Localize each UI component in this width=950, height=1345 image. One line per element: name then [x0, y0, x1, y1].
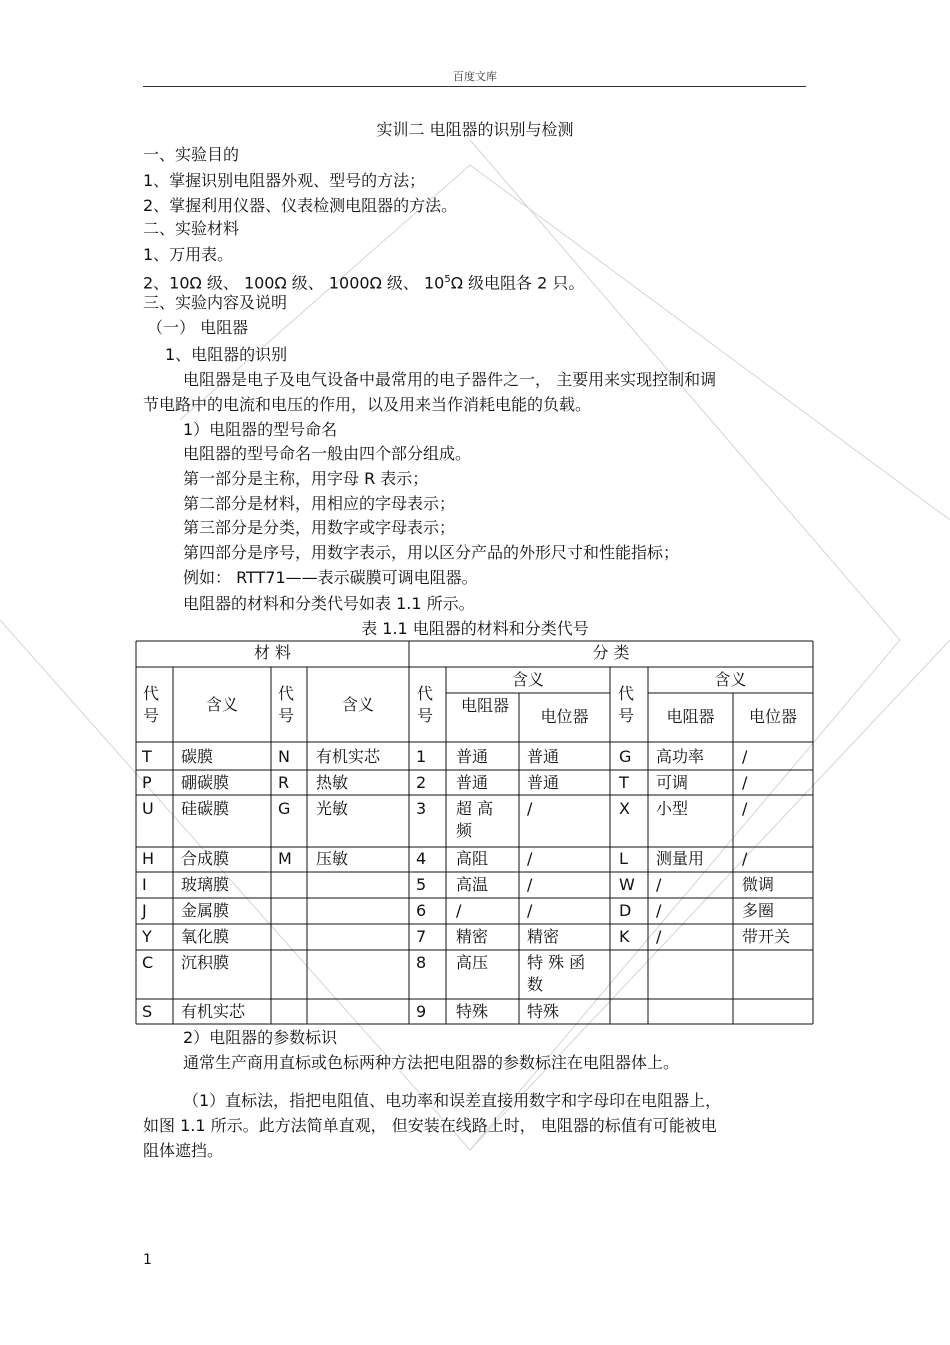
table-cell: R: [278, 773, 290, 792]
header-meaning: 含义: [341, 695, 374, 714]
table-cell: 2: [416, 773, 427, 792]
subsection-heading: 1）电阻器的型号命名: [183, 420, 338, 439]
table-cell: 3: [416, 799, 427, 818]
table-cell: 有机实芯: [181, 1002, 246, 1021]
table-cell: Y: [142, 927, 152, 946]
paragraph-line: 电阻器是电子及电气设备中最常用的电子器件之一， 主要用来实现控制和调: [183, 370, 717, 389]
table-cell: /: [527, 901, 533, 920]
doc-title: 实训二 电阻器的识别与检测: [376, 120, 574, 139]
table-cell: 沉积膜: [181, 953, 230, 972]
table-cell: 普通: [456, 773, 489, 792]
table-cell: /: [742, 773, 748, 792]
paragraph-line: 如图 1.1 所示。此方法简单直观， 但安装在线路上时， 电阻器的标值有可能被电: [143, 1116, 717, 1135]
section-heading: 三、实验内容及说明: [143, 293, 288, 312]
text-line: 第二部分是材料，用相应的字母表示；: [183, 494, 456, 513]
table-cell: /: [656, 927, 662, 946]
table-cell: M: [278, 849, 292, 868]
table-cell: 7: [416, 927, 427, 946]
table-cell: /: [742, 849, 748, 868]
header-meaning: 含义: [714, 670, 747, 689]
text-line: 1、掌握识别电阻器外观、型号的方法；: [143, 171, 426, 190]
table-cell: D: [619, 901, 632, 920]
table-cell: L: [619, 849, 628, 868]
table-cell: 可调: [656, 773, 689, 792]
table-cell: 普通: [456, 747, 489, 766]
text-line: 例如： RTT71——表示碳膜可调电阻器。: [183, 568, 478, 587]
table-cell: 超 高 频: [456, 799, 494, 840]
table-cell: 精密: [456, 927, 489, 946]
table-cell: 玻璃膜: [181, 875, 230, 894]
table-cell: 有机实芯: [316, 747, 381, 766]
table-cell: 6: [416, 901, 427, 920]
table-cell: /: [527, 799, 533, 818]
table-cell: H: [142, 849, 155, 868]
table-cell: 高功率: [656, 747, 705, 766]
header-code: 代号: [417, 684, 434, 725]
table-cell: N: [278, 747, 290, 766]
table-cell: 普通: [527, 747, 560, 766]
paragraph-line: 阻体遮挡。: [143, 1141, 224, 1160]
header-resistor: 电阻器: [666, 707, 715, 726]
table-cell: /: [742, 799, 748, 818]
table-cell: /: [527, 849, 533, 868]
table-cell: U: [142, 799, 154, 818]
header-code: 代号: [278, 684, 295, 725]
text-line: 第一部分是主称，用字母 R 表示；: [183, 469, 429, 488]
table-cell: 特殊: [527, 1002, 560, 1021]
header-meaning: 含义: [205, 695, 238, 714]
text-line: 1、万用表。: [143, 245, 234, 264]
table-cell: 测量用: [656, 849, 705, 868]
table-cell: 特殊: [456, 1002, 489, 1021]
table-cell: /: [527, 875, 533, 894]
subsection-heading: 1、电阻器的识别: [165, 345, 288, 364]
table-cell: P: [142, 773, 152, 792]
table-cell: C: [142, 953, 154, 972]
table-cell: S: [142, 1002, 153, 1021]
table-cell: 普通: [527, 773, 560, 792]
header-resistor: 电阻器: [460, 696, 509, 715]
header-code: 代号: [618, 684, 635, 725]
paragraph-line: 节电路中的电流和电压的作用，以及用来当作消耗电能的负载。: [143, 395, 592, 414]
text-line: 电阻器的材料和分类代号如表 1.1 所示。: [183, 594, 475, 613]
table-cell: 微调: [742, 875, 775, 894]
table-cell: /: [456, 901, 462, 920]
table-cell: 小型: [656, 799, 689, 818]
table-cell: 4: [416, 849, 427, 868]
section-heading: 一、实验目的: [143, 145, 240, 164]
header-material: 材 料: [253, 643, 292, 662]
table-cell: 高温: [456, 875, 489, 894]
table-cell: 压敏: [316, 849, 349, 868]
text-line: 第三部分是分类，用数字或字母表示；: [183, 518, 456, 537]
table-cell: X: [619, 799, 630, 818]
table-cell: J: [142, 901, 147, 920]
table-cell: W: [619, 875, 635, 894]
header-class: 分 类: [592, 643, 630, 662]
table-cell: G: [278, 799, 291, 818]
table-cell: I: [142, 875, 147, 894]
materials-line: 2、10Ω 级、 100Ω 级、 1000Ω 级、 $10^5\Omega$ 级电阻各 2 只。: [143, 273, 585, 293]
header-meaning: 含义: [511, 670, 544, 689]
table-cell: T: [142, 747, 152, 766]
table-cell: G: [619, 747, 632, 766]
table-cell: 金属膜: [181, 901, 230, 920]
table-cell: K: [619, 927, 630, 946]
table-cell: 精密: [527, 927, 560, 946]
text-line: 2、掌握利用仪器、仪表检测电阻器的方法。: [143, 196, 458, 215]
table-cell: 1: [416, 747, 427, 766]
table-cell: 高压: [456, 953, 489, 972]
table-cell: 5: [416, 875, 427, 894]
table-cell: 合成膜: [181, 849, 230, 868]
table-cell: /: [742, 747, 748, 766]
table-cell: 热敏: [316, 773, 349, 792]
table-cell: 硼碳膜: [181, 773, 230, 792]
text-line: 第四部分是序号，用数字表示，用以区分产品的外形尺寸和性能指标；: [183, 543, 680, 562]
subsection-heading: （一） 电阻器: [147, 318, 249, 337]
header-potentiometer: 电位器: [540, 707, 589, 726]
page-header: 百度文库: [453, 70, 497, 83]
header-potentiometer: 电位器: [748, 707, 797, 726]
text-line: 通常生产商用直标或色标两种方法把电阻器的参数标注在电阻器体上。: [183, 1053, 680, 1072]
paragraph-line: （1）直标法，指把电阻值、电功率和误差直接用数字和字母印在电阻器上，: [183, 1091, 722, 1110]
table-cell: 8: [416, 953, 427, 972]
subsection-heading: 2）电阻器的参数标识: [183, 1028, 338, 1047]
table-cell: 硅碳膜: [181, 799, 230, 818]
table-cell: 氧化膜: [181, 927, 230, 946]
table-cell: 9: [416, 1002, 427, 1021]
table-cell: 带开关: [742, 927, 791, 946]
table-caption: 表 1.1 电阻器的材料和分类代号: [361, 619, 589, 638]
table-cell: 高阻: [456, 849, 489, 868]
table-cell: /: [656, 875, 662, 894]
text-line: 电阻器的型号命名一般由四个部分组成。: [183, 444, 472, 463]
table-cell: 特 殊 函 数: [527, 953, 586, 994]
section-heading: 二、实验材料: [143, 219, 240, 238]
table-cell: 碳膜: [181, 747, 214, 766]
table-cell: 光敏: [316, 799, 349, 818]
table-cell: /: [656, 901, 662, 920]
table-cell: 多圈: [742, 901, 775, 920]
header-code: 代号: [143, 684, 160, 725]
table-cell: T: [619, 773, 629, 792]
page-number: 1: [143, 1252, 152, 1268]
